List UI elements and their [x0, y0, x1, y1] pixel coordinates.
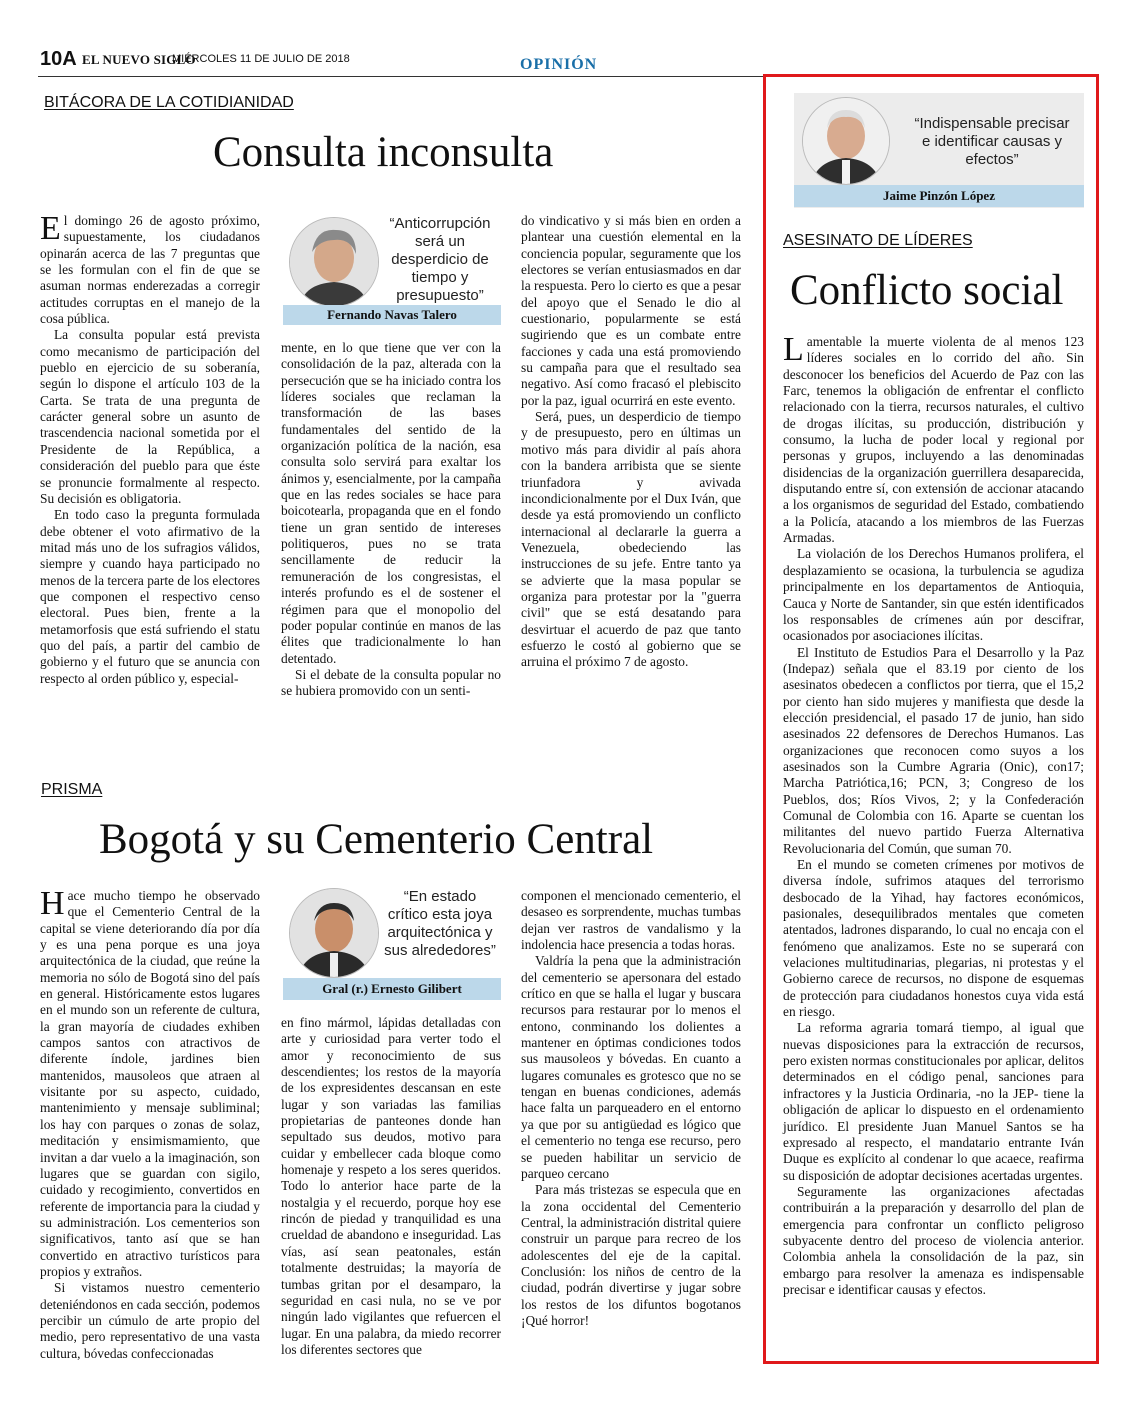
newspaper-name: EL NUEVO SIGLO — [82, 52, 196, 67]
article3-title: Conflicto social — [790, 267, 1064, 314]
paragraph: Para más tristezas se especula que en la zona occidental del Cementerio Central, la administración distrital quiere construir un parque para recreo de los adolescentes del eje de la capital. Conclusión: los niños de centro de la ciudad, podrán divertirse y jugar sobre los restos de los difuntos bogotanos ¡Qué horror! — [521, 1182, 741, 1328]
article3-quote: “Indispensable precisar e identificar causas y efectos” — [914, 115, 1070, 168]
article1-kicker: BITÁCORA DE LA COTIDIANIDAD — [44, 94, 294, 111]
author-photo-icon — [290, 889, 378, 977]
paragraph: Valdría la pena que la administración del cementerio se apersonara del estado crítico en que se halla el lugar y buscara recursos para restaurar por lo menos el entono, conminando los dolientes a mantener en óptimas condiciones todos sus mausoleos y bóvedas. En cuanto a lugares comunales es grotesco que no se tengan en buenas condiciones, además hace falta un parqueadero en el entorno ya que por su antigüedad es lógico que el cementerio no tenga ese recurso, pero se pueden habilitar un servicio de parqueo cercano — [521, 953, 741, 1181]
article2-author-box — [283, 884, 501, 1000]
paragraph: Si vistamos nuestro cementerio deteniéndonos en cada sección, podemos percibir un cúmulo de arte propio del medio, pero representativo de una vasta cultura, bóvedas confeccionadas — [40, 1280, 260, 1361]
author-photo-icon — [803, 98, 889, 184]
paragraph: Seguramente las organizaciones afectadas contribuirán a la preparación y desarrollo del plan de emergencia para confrontar un conflicto peligroso subyacente dentro del proceso de violencia anterior. Colombia anhela la consolidación de la paz, sin embargo para resolver la amenaza es indispensable precisar e identificar causas y efectos. — [783, 1183, 1084, 1297]
page-number: 10A — [40, 48, 77, 70]
paragraph: La violación de los Derechos Humanos prolifera, el desplazamiento se ocasiona, la turbulencia se agudiza principalmente en los departamentos de Antioquia, Cauca y Norte de Santander, sin que estén identificados los responsables de crímenes aún por descifrar, ocasionados por asociaciones ilícitas. — [783, 546, 1084, 644]
paragraph: componen el mencionado cementerio, el desaseo es sorprendente, muchas tumbas dejan ver rastros de vandalismo y la indolencia hace presencia a todas horas. — [521, 888, 741, 953]
author-photo-icon — [290, 218, 378, 306]
article1-column-2 — [281, 340, 501, 700]
dropcap: E — [40, 210, 61, 247]
dropcap: H — [40, 885, 65, 922]
author-portrait — [289, 888, 379, 978]
author-portrait — [289, 217, 379, 307]
paragraph: en fino mármol, lápidas detalladas con arte y curiosidad para verter todo el amor y reconocimiento de sus descendientes; los restos de la mayoría de los expresidentes descansan en este lugar y son variadas las familias propietarias de panteones donde han sepultado sus deudos, motivo para cuidar y embellecer cada bloque como homenaje y respeto a los seres queridos. Todo lo anterior hace parte de la nostalgia y el recuerdo, porque hoy ese rincón de piedad y tranquilidad es una crueldad de abandono e inseguridad. Las vías, así sean peatonales, están totalmente destruidas; la mayoría de tumbas gritan por el desamparo, la seguridad en casi nula, no se ve por ningún lado vigilantes que refuercen el lugar. En una palabra, da miedo recorrer los diferentes sectores que — [281, 1015, 501, 1357]
article1-column-3 — [521, 213, 741, 671]
article3-column — [783, 331, 1084, 1298]
paragraph: En todo caso la pregunta formulada debe obtener el voto afirmativo de la mitad más uno de los sufragios válidos, siempre y cuando haya participado no menos de la tercera parte de los electores que componen el respectivo censo electoral. Pues bien, frente a la metamorfosis que está sufriendo el statu quo del país, a partir del cambio de gobierno y el futuro que se anuncia con respecto al orden público y, especial- — [40, 507, 260, 686]
paragraph: l domingo 26 de agosto próximo, supuestamente, los ciudadanos opinarán acerca de las 7 preguntas que se les formulan con el fin de que se asuman normas enderezadas a corregir actitudes corruptas en el manejo de la cosa pública. — [40, 213, 260, 327]
author-portrait — [802, 97, 890, 185]
article1-title: Consulta inconsulta — [213, 129, 554, 176]
article2-column-1 — [40, 885, 260, 1362]
paragraph: El Instituto de Estudios Para el Desarrollo y la Paz (Indepaz) señala que el 83.19 por ciento de los asesinatos obedecen a conflictos por tierra, que el 15,2 por ciento han sido mujeres y manifiesta que desde la elección presidencial, el pasado 17 de junio, han sido asesinados 22 defensores de Derechos Humanos. Las organizaciones que reconocen como suyos a los asesinados son la Cumbre Agraria (Onic), con17; Marcha Patriótica,16; PCN, 3; Congreso de los Pueblos, dos; Ríos Vivos, 2; y la Confederación Comunal de Colombia con 16. Aparte se cuentan los militantes del nuevo partido Fuerza Alternativa Revolucionaria del Común, que suman 70. — [783, 644, 1084, 856]
paragraph: amentable la muerte violenta de al menos 123 líderes sociales en lo corrido del año. Sin desconocer los beneficios del Acuerdo de Paz con las Farc, tenemos la obligación de enfrentar el conflicto relacionado con la tierra, recursos naturales, el cultivo de drogas ilícitas, su producción, distribución y consumo, la lucha de poder local y regional por personas y grupos, incluyendo a las denominadas disidencias de la organización guerrillera desaparecida, disputando entre sí, con extensión de accionar atacando a los organismos de seguridad del Estado, combatiendo a la Policía, atacando a los miembros de las Fuerzas Armadas. — [783, 334, 1084, 546]
issue-date: MIÉRCOLES 11 DE JULIO DE 2018 — [172, 53, 350, 65]
paragraph: Será, pues, un desperdicio de tiempo y de presupuesto, pero en últimas un motivo más para dividir al país ahora con la bandera arribista que se siente triunfadora y avivada incondicionalmente por el Dux Iván, que desde ya está promoviendo un conflicto internacional al declararle la guerra a Venezuela, obedeciendo las instrucciones de su jefe. Entre tanto ya se advierte que la masa popular se organiza para protestar por la "guerra civil" que se está desatando para desvirtuar el acuerdo de paz que tanto esfuerzo le costó al gobierno que se arruina el próximo 7 de agosto. — [521, 409, 741, 670]
paragraph: do vindicativo y si más bien en orden a plantear una cuestión elemental en la conciencia popular, seguramente que los electores se verían entusiasmados en dar la respuesta. Pero lo cierto es que a pesar del apoyo que el Senado le dio al cuestionario, popularmente se está sugiriendo que es un combate entre facciones y cada una está promoviendo su campaña para que el resultado sea negativo. Así como fracasó el plebiscito por la paz, igual ocurrirá en este evento. — [521, 213, 741, 408]
article2-author: Gral (r.) Ernesto Gilibert — [283, 978, 501, 1000]
article3-author-box — [794, 93, 1084, 208]
paragraph: En el mundo se cometen crímenes por motivos de diversa índole, sufrimos ataques del terrorismo desbocado de la Yihad, hay factores económicos, pasionales, desequilibrados mentales que cometen atentados, ladrones disparando, lo cual no encaja con el fenómeno que analizamos. Este no se superará con velaciones multitudinarias, plegarias, ni protestas y el Gobierno carece de recursos, no dispone de esquemas de protección para ciudadanos honestos cuya vida está en riesgo. — [783, 857, 1084, 1020]
article3-author: Jaime Pinzón López — [794, 185, 1084, 207]
dropcap: L — [783, 331, 804, 368]
section-title: OPINIÓN — [520, 56, 598, 73]
article1-author-box — [283, 209, 501, 325]
article1-column-1 — [40, 210, 260, 687]
article2-quote: “En estado crítico esta joya arquitectónica y sus alrededores” — [384, 888, 496, 959]
article3-kicker: ASESINATO DE LÍDERES — [783, 232, 973, 249]
article2-column-3 — [521, 888, 741, 1329]
paragraph: ace mucho tiempo he observado que el Cementerio Central de la capital se viene deteriorando día por día y es una pena porque es una joya arquitectónica de la ciudad, que reúne la memoria no sólo de Bogotá sino del país en general. Históricamente estos lugares en el mundo son un referente de cultura, la gran mayoría de ciudades exhiben campos santos con atractivos de diferente índole, jardines bien mantenidos, mausoleos que atraen al visitante por su aspecto, cuidado, mantenimiento y mensaje subliminal; los hay con parques o zonas de solaz, meditación y ensimismamiento, que invitan a dar vuelo a la imaginación, son lugares que se guardan con sigilo, cuidado y recogimiento, convertidos en referente de importancia para la ciudad y su administración. Los cementerios son significativos, tanto así que se han convertido en atractivo turísticos para propios y extraños. — [40, 888, 260, 1279]
paragraph: La consulta popular está prevista como mecanismo de participación del pueblo en ejercicio de su soberanía, según lo dispone el artículo 103 de la Carta. Se trata de una pregunta de carácter general sobre un asunto de trascendencia nacional sometida por el Presidente de la República, a consideración del pueblo para que éste se pronuncie formalmente al respecto. Su decisión es obligatoria. — [40, 327, 260, 506]
paragraph: mente, en lo que tiene que ver con la consolidación de la paz, alterada con la persecución que se ha iniciado contra los líderes sociales que reclaman la transformación de las bases fundamentales del sentido de la organización política de la nación, esa consulta solo servirá para exaltar los ánimos y, esencialmente, por la campaña que en las redes sociales se hace para boicotearla, propaganda que en el fondo tiene un gran sentido de intereses politiqueros, pues no se trata sencillamente de reducir la remuneración de los congresistas, el interés profundo es el de sostener el régimen para que el monopolio del poder popular continúe en manos de las élites que tradicionalmente lo han detentado. — [281, 340, 501, 666]
paragraph: La reforma agraria tomará tiempo, al igual que nuevas disposiciones para la extracción de recursos, pero existen normas constitucionales por aplicar, delitos determinados en el código penal, sanciones para infractores y la Justicia Ordinaria, -no la JEP- tiene la obligación de aplicar lo dispuesto en el ordenamiento jurídico. El presidente Juan Manuel Santos se ha expresado al respecto, el mandatario entrante Iván Duque es explícito al condenar lo que acaece, reafirma su disposición de adoptar decisiones acertadas urgentes. — [783, 1020, 1084, 1183]
article1-author: Fernando Navas Talero — [283, 305, 501, 325]
article2-column-2 — [281, 1015, 501, 1358]
article1-quote: “Anticorrupción será un desperdicio de tiempo y presupuesto” — [389, 215, 491, 304]
paragraph: Si el debate de la consulta popular no se hubiera promovido con un senti- — [281, 666, 501, 699]
article2-kicker: PRISMA — [41, 781, 103, 798]
article2-title: Bogotá y su Cementerio Central — [99, 816, 654, 863]
